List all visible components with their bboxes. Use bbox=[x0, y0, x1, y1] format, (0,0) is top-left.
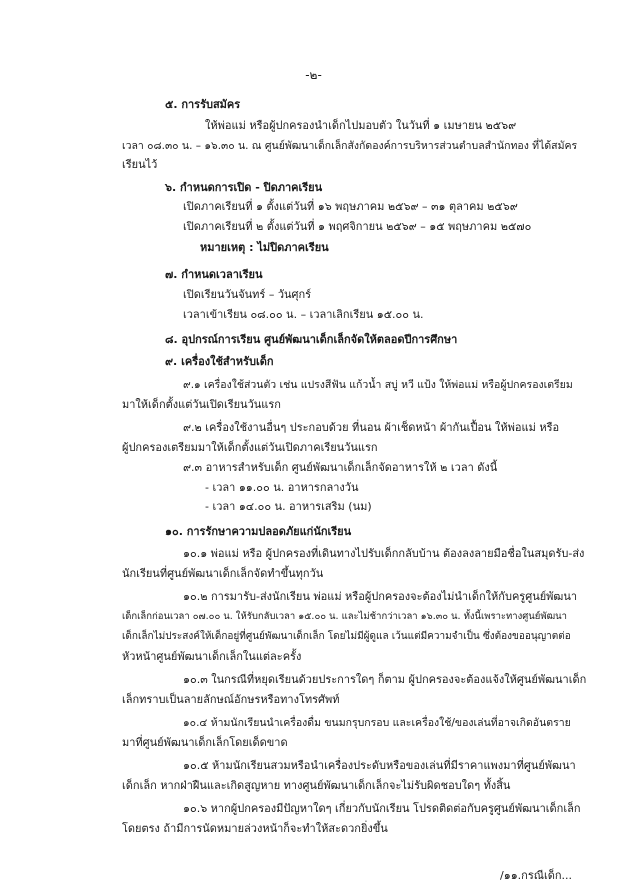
continuation-note: /๑๑.กรณีเด็ก... bbox=[500, 869, 572, 882]
text-line: เด็กเล็กไม่ประสงค์ให้เด็กอยู่ที่ศูนย์พัฒนาเด็กเล็ก โดยไม่มีผู้ดูแล เว้นแต่มีความจำเป็น ซึ่งต้องขออนุญาตต่อ bbox=[122, 631, 571, 642]
text-line: ๑๐.๑ พ่อแม่ หรือ ผู้ปกครองที่เดินทางไปรับเด็กกลับบ้าน ต้องลงลายมือชื่อในสมุดรับ-ส่ง bbox=[183, 547, 585, 560]
text-line: ๑๐.๒ การมารับ-ส่งนักเรียน พ่อแม่ หรือผู้ปกครองจะต้องไม่นำเด็กให้กับครูศูนย์พัฒนา bbox=[183, 590, 578, 603]
text-line: เวลาเข้าเรียน ๐๘.๐๐ น. – เวลาเลิกเรียน ๑๕.๐๐ น. bbox=[183, 308, 424, 321]
text-line: เปิดภาคเรียนที่ ๒ ตั้งแต่วันที่ ๑ พฤศจิกายน ๒๕๖๙ – ๑๕ พฤษภาคม ๒๕๗๐ bbox=[183, 220, 532, 233]
text-line: ๙.๓ อาหารสำหรับเด็ก ศูนย์พัฒนาเด็กเล็กจัดอาหารให้ ๒ เวลา ดังนี้ bbox=[183, 461, 498, 474]
text-line: ให้พ่อแม่ หรือผู้ปกครองนำเด็กไปมอบตัว ในวันที่ ๑ เมษายน ๒๕๖๙ bbox=[205, 119, 517, 132]
text-line: ๑๐.๔ ห้ามนักเรียนนำเครื่องดื่ม ขนมกรุบกรอบ และเครื่องใช้/ของเล่นที่อาจเกิดอันตราย bbox=[183, 717, 571, 729]
text-line: ๑๐.๕ ห้ามนักเรียนสวมหรือนำเครื่องประดับหรือของเล่นที่มีราคาแพงมาที่ศูนย์พัฒนา bbox=[183, 759, 576, 772]
text-line: ๑๐.๖ หากผู้ปกครองมีปัญหาใดๆ เกี่ยวกับนักเรียน โปรดติดต่อกับครูศูนย์พัฒนาเด็กเล็ก bbox=[183, 802, 581, 815]
text-line: เรียนไว้ bbox=[122, 158, 158, 171]
page-number: -๒- bbox=[305, 68, 322, 82]
text-line: มาที่ศูนย์พัฒนาเด็กเล็กโดยเด็ดขาด bbox=[122, 736, 288, 749]
text-line: ผู้ปกครองเตรียมมาให้เด็กตั้งแต่วันเปิดภาคเรียนวันแรก bbox=[122, 441, 378, 454]
text-line: เด็กเล็ก หากฝ่าฝืนและเกิดสูญหาย ทางศูนย์พัฒนาเด็กเล็กจะไม่รับผิดชอบใดๆ ทั้งสิ้น bbox=[122, 779, 511, 792]
section-heading: ๑๐. การรักษาความปลอดภัยแก่นักเรียน bbox=[165, 525, 352, 538]
section-heading: ๕. การรับสมัคร bbox=[165, 98, 241, 111]
text-line: เปิดภาคเรียนที่ ๑ ตั้งแต่วันที่ ๑๖ พฤษภาคม ๒๕๖๙ – ๓๑ ตุลาคม ๒๕๖๙ bbox=[183, 200, 518, 213]
text-line: ๑๐.๓ ในกรณีที่หยุดเรียนด้วยประการใดๆ ก็ตาม ผู้ปกครองจะต้องแจ้งให้ศูนย์พัฒนาเด็ก bbox=[183, 673, 587, 686]
text-line: ๙.๒ เครื่องใช้งานอื่นๆ ประกอบด้วย ที่นอน ผ้าเช็ดหน้า ผ้ากันเปื้อน ให้พ่อแม่ หรือ bbox=[183, 421, 560, 434]
text-line: - เวลา ๑๑.๐๐ น. อาหารกลางวัน bbox=[205, 481, 359, 494]
text-line: โดยตรง ถ้ามีการนัดหมายล่วงหน้าก็จะทำให้สะดวกยิ่งขึ้น bbox=[122, 822, 388, 835]
text-line: เด็กเล็กก่อนเวลา ๐๗.๐๐ น. ให้รับกลับเวลา ๑๕.๐๐ น. และไม่ช้ากว่าเวลา ๑๖.๓๐ น. ทั้งนี้เพราะทางศูนย์พัฒนา bbox=[122, 611, 568, 622]
text-line: มาให้เด็กตั้งแต่วันเปิดเรียนวันแรก bbox=[122, 398, 281, 411]
text-line: นักเรียนที่ศูนย์พัฒนาเด็กเล็กจัดทำขึ้นทุกวัน bbox=[122, 567, 324, 580]
section-heading: ๙. เครื่องใช้สำหรับเด็ก bbox=[165, 355, 274, 368]
text-line: เปิดเรียนวันจันทร์ – วันศุกร์ bbox=[183, 288, 312, 301]
text-line: หัวหน้าศูนย์พัฒนาเด็กเล็กในแต่ละครั้ง bbox=[122, 650, 302, 663]
section-heading: ๗. กำหนดเวลาเรียน bbox=[165, 268, 263, 281]
text-line: ๙.๑ เครื่องใช้ส่วนตัว เช่น แปรงสีฟัน แก้วน้ำ สบู่ หวี แป้ง ให้พ่อแม่ หรือผู้ปกครองเตรียม bbox=[183, 379, 573, 391]
text-line: เวลา ๐๘.๓๐ น. – ๑๖.๓๐ น. ณ ศูนย์พัฒนาเด็กเล็กสังกัดองค์การบริหารส่วนตำบลสำนักทอง ที่ได้สมัคร bbox=[122, 140, 578, 152]
section-heading: ๖. กำหนดการเปิด - ปิดภาคเรียน bbox=[165, 181, 323, 194]
text-line: - เวลา ๑๔.๐๐ น. อาหารเสริม (นม) bbox=[205, 500, 372, 513]
section-heading: ๘. อุปกรณ์การเรียน ศูนย์พัฒนาเด็กเล็กจัดให้ตลอดปีการศึกษา bbox=[165, 333, 458, 346]
section-heading: หมายเหตุ : ไม่ปิดภาคเรียน bbox=[200, 241, 329, 254]
text-line: เล็กทราบเป็นลายลักษณ์อักษรหรือทางโทรศัพท์ bbox=[122, 693, 340, 706]
